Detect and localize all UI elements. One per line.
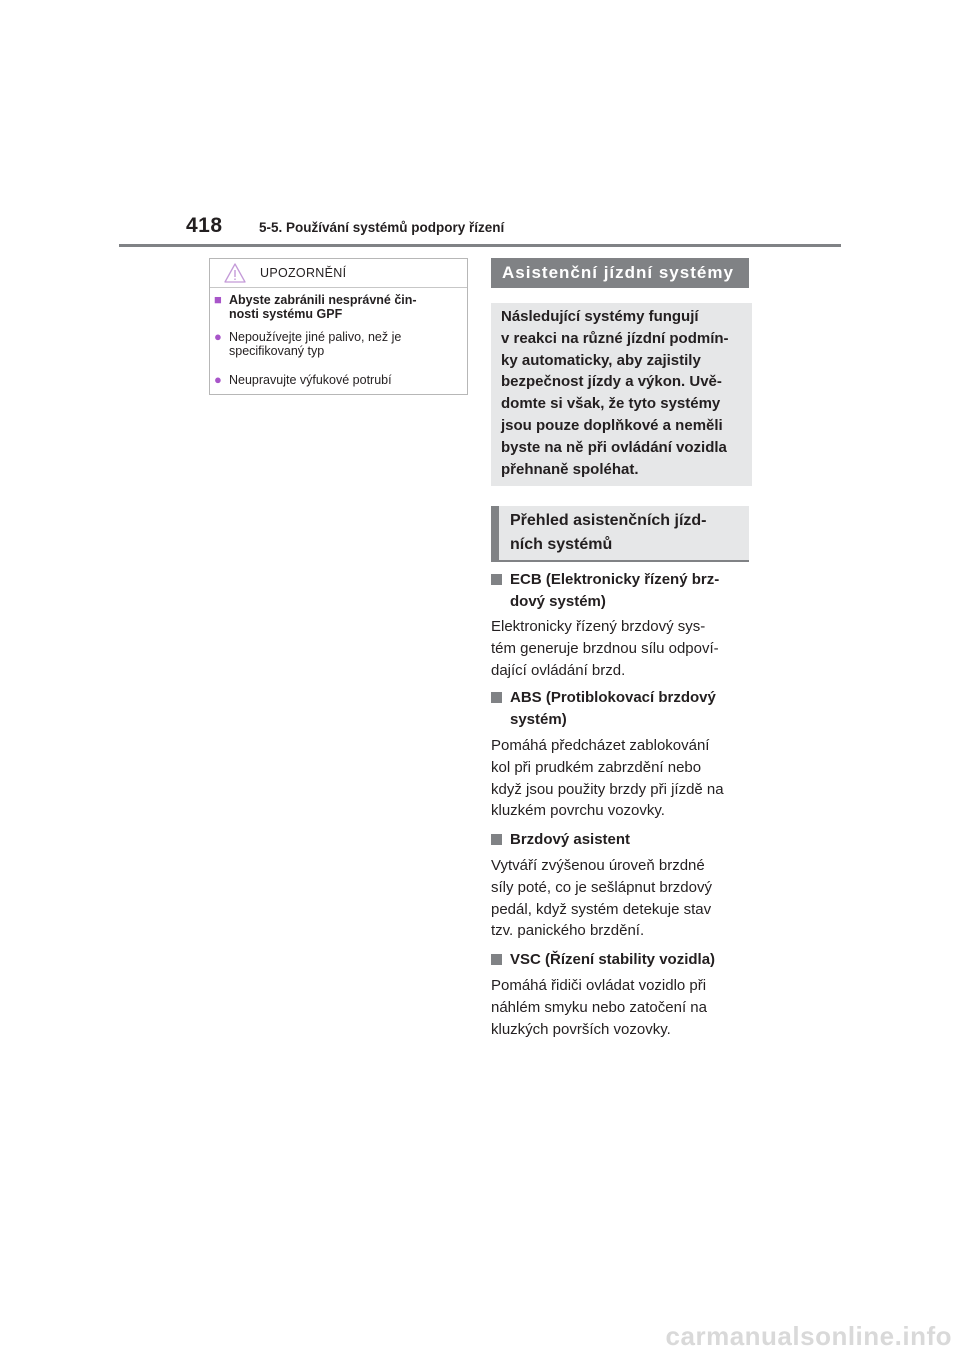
square-bullet-icon: [491, 574, 502, 585]
overview-subheading: Přehled asistenčních jízd- ních systémů: [491, 506, 749, 562]
header-rule: [119, 244, 841, 247]
item-heading-vsc: [491, 949, 751, 971]
section-path: 5-5. Používání systémů podpory řízení: [259, 220, 505, 235]
item-body-brake-assist: Vytváří zvýšenou úroveň brzdné síly poté, co je sešlápnut brzdový pedál, když systém detekuje stav tzv. panického brzdění.: [491, 857, 712, 940]
caution-item-text: Neupravujte výfukové potrubí: [229, 373, 392, 387]
caution-item-text: Abyste zabránili nesprávné čin- nosti systému GPF: [229, 293, 417, 321]
item-heading-text: ECB (Elektronicky řízený brz- dový systém): [510, 571, 720, 610]
intro-box: Následující systémy fungují v reakci na různé jízdní podmín- ky automaticky, aby zajistily bezpečnost jízdy a výkon. Uvě- domte si však, že tyto systémy jsou pouze doplňkové a neměli byste na ně při ovládání vozidla přehnaně spoléhat.: [491, 303, 752, 486]
item-body-ecb: Elektronicky řízený brzdový sys- tém generuje brzdnou sílu odpoví- dající ovládání brzd.: [491, 618, 719, 679]
square-bullet-icon: ■: [214, 292, 222, 307]
square-bullet-icon: [491, 954, 502, 965]
caution-title: UPOZORNĚNÍ: [260, 266, 347, 280]
caution-box: [209, 258, 468, 395]
square-bullet-icon: [491, 692, 502, 703]
item-heading-brake-assist: [491, 829, 751, 851]
watermark: carmanualsonline.info: [665, 1321, 952, 1351]
round-bullet-icon: ●: [214, 372, 222, 387]
caution-item: [214, 293, 460, 321]
item-heading-ecb: [491, 569, 751, 613]
round-bullet-icon: ●: [214, 329, 222, 344]
item-heading-text: VSC (Řízení stability vozidla): [510, 951, 716, 968]
item-body-vsc: Pomáhá řidiči ovládat vozidlo při náhlém smyku nebo zatočení na kluzkých površích vozovky.: [491, 977, 707, 1038]
caution-header: [210, 259, 467, 288]
section-title-banner: Asistenční jízdní systémy: [491, 258, 749, 288]
warning-triangle-icon: [224, 263, 246, 283]
caution-item: [214, 373, 460, 387]
item-heading-text: Brzdový asistent: [510, 831, 631, 848]
caution-item-text: Nepoužívejte jiné palivo, než je specifikovaný typ: [229, 330, 402, 358]
item-body-abs: Pomáhá předcházet zablokování kol při prudkém zabrzdění nebo když jsou použity brzdy při jízdě na kluzkém povrchu vozovky.: [491, 737, 724, 820]
caution-item: [214, 330, 460, 358]
page-number: 418: [186, 214, 223, 237]
item-heading-abs: [491, 687, 751, 731]
item-heading-text: ABS (Protiblokovací brzdový systém): [510, 689, 716, 728]
square-bullet-icon: [491, 834, 502, 845]
